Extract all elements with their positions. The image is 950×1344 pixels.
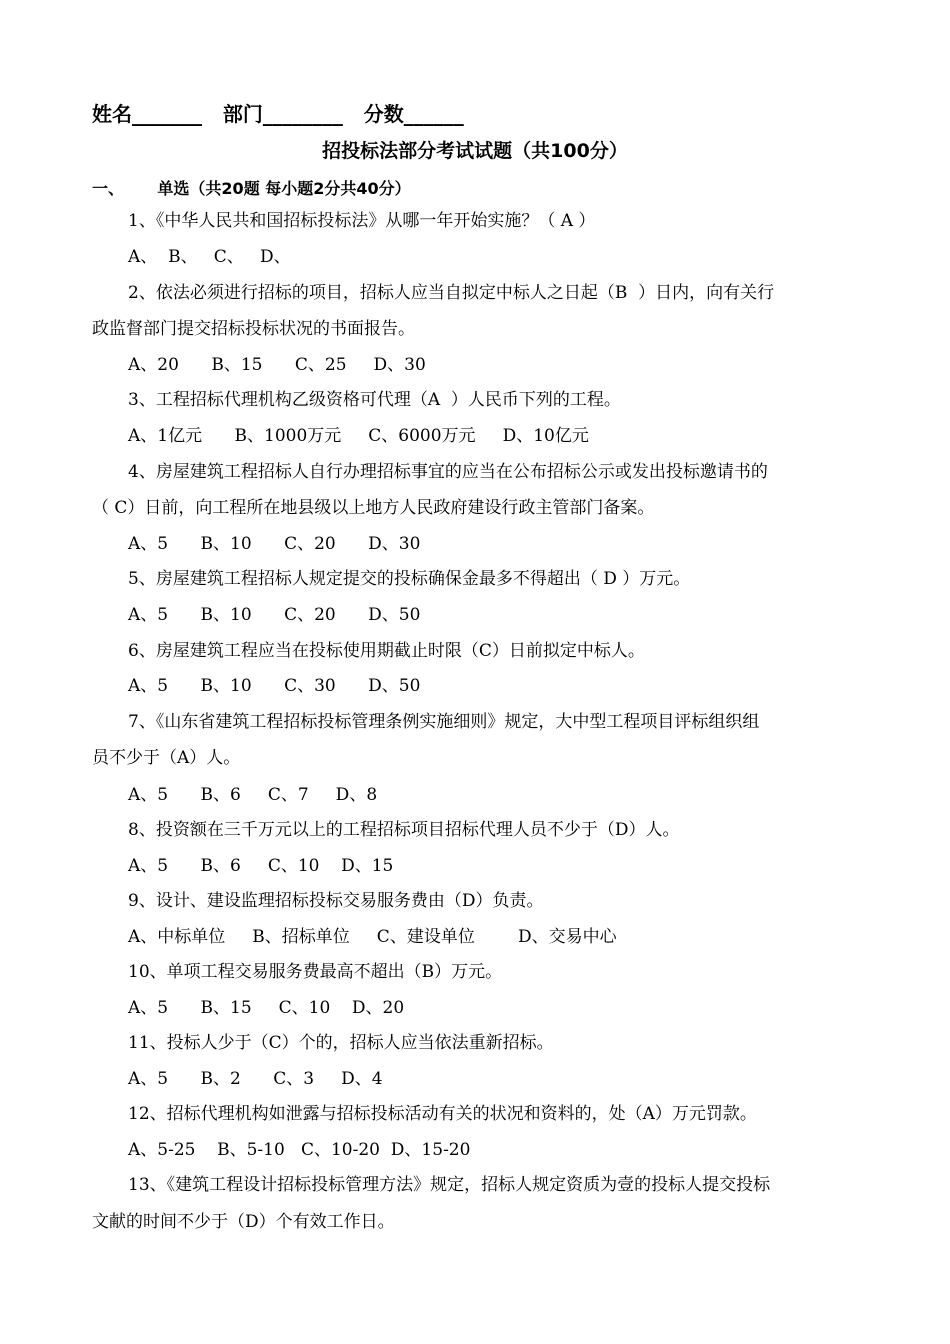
options-line: A、20 B、15 C、25 D、30	[128, 355, 426, 375]
question-line: 10、单项工程交易服务费最高不超出（B）万元。	[128, 962, 503, 982]
options-line: A、5 B、2 C、3 D、4	[128, 1069, 383, 1089]
question-line-continued: 员不少于（A）人。	[92, 748, 241, 768]
question-line: 1、《中华人民共和国招标投标法》从哪一年开始实施？（ A ）	[128, 211, 596, 231]
question-line-continued: 文献的时间不少于（D）个有效工作日。	[92, 1212, 395, 1232]
options-line: A、5 B、10 C、30 D、50	[128, 676, 421, 696]
question-line: 2、依法必须进行招标的项目，招标人应当自拟定中标人之日起（B ）日内，向有关行	[128, 283, 775, 303]
exam-header-fields: 姓名_______ 部门________ 分数______	[92, 102, 464, 126]
question-line: 7、《山东省建筑工程招标投标管理条例实施细则》规定，大中型工程项目评标组织组	[128, 712, 760, 732]
options-line: A、5-25 B、5-10 C、10-20 D、15-20	[128, 1140, 471, 1160]
options-line: A、1亿元 B、1000万元 C、6000万元 D、10亿元	[128, 426, 589, 446]
options-line: A、中标单位 B、招标单位 C、建设单位 D、交易中心	[128, 927, 617, 947]
options-line: A、5 B、6 C、7 D、8	[128, 785, 378, 805]
options-line: A、5 B、10 C、20 D、50	[128, 605, 421, 625]
question-line: 13、《建筑工程设计招标投标管理方法》规定，招标人规定资质为壹的投标人提交投标	[128, 1175, 771, 1195]
question-line-continued: （ C）日前，向工程所在地县级以上地方人民政府建设行政主管部门备案。	[92, 498, 655, 518]
question-line: 6、房屋建筑工程应当在投标使用期截止时限（C）日前拟定中标人。	[128, 641, 645, 661]
question-line: 3、工程招标代理机构乙级资格可代理（A ）人民币下列的工程。	[128, 390, 621, 410]
question-line: 9、设计、建设监理招标投标交易服务费由（D）负责。	[128, 891, 544, 911]
options-line: A、5 B、15 C、10 D、20	[128, 998, 405, 1018]
options-line: A、 B、 C、 D、	[128, 247, 291, 267]
question-line: 4、房屋建筑工程招标人自行办理招标事宜的应当在公布招标公示或发出投标邀请书的	[128, 462, 768, 482]
options-line: A、5 B、10 C、20 D、30	[128, 534, 421, 554]
section-heading: 一、 单选（共20题 每小题2分共40分）	[92, 179, 411, 198]
question-line-continued: 政监督部门提交招标投标状况的书面报告。	[92, 319, 415, 339]
question-line: 8、投资额在三千万元以上的工程招标项目招标代理人员不少于（D）人。	[128, 820, 680, 840]
question-line: 5、房屋建筑工程招标人规定提交的投标确保金最多不得超出（ D ）万元。	[128, 569, 691, 589]
question-line: 12、招标代理机构如泄露与招标投标活动有关的状况和资料的，处（A）万元罚款。	[128, 1104, 757, 1124]
question-line: 11、投标人少于（C）个的，招标人应当依法重新招标。	[128, 1033, 554, 1053]
options-line: A、5 B、6 C、10 D、15	[128, 856, 394, 876]
page-title: 招投标法部分考试试题（共100分）	[322, 140, 628, 162]
